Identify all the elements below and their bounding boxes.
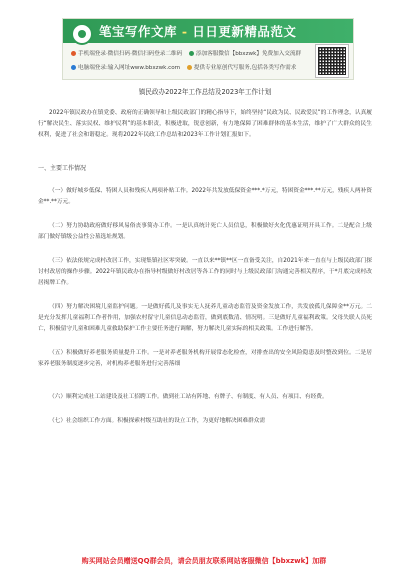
banner-info-text: 手机端登录·微信扫码·微信扫码登录二维码: [78, 51, 183, 57]
paragraph-4: （四）努力解决困境儿童监护问题。一是做好孤儿及事实无人抚养儿童动态监管及资金发放工作，共发放孤儿保障金**万元。二是充分发挥儿童福利工作者作用，加强农村留守儿童信息动态监管，做到底数清、情况明。三是做好儿童福利政策。父母失联人员死亡，积极留守儿童和困难儿童救助保护工作主要任务进行调解，努力解决儿童实际的相关政策。工作进行解答。: [38, 304, 372, 332]
banner-info-item: [71, 63, 180, 71]
qr-code-icon: [316, 45, 348, 77]
paragraph-7: （七）社会组织工作方面。积极探索村级互助社的设立工作，为更好地解决困难群众需: [49, 418, 266, 424]
brand-logo-icon: [71, 23, 93, 45]
wechat-icon: [189, 51, 194, 56]
banner-info-text: 提供专业原创代写服务,包括各类写作需求: [193, 65, 297, 71]
banner-info-text: 电脑端登录:输入网址www.bbxzwk.com: [78, 65, 181, 71]
document-title: 镇民政办2022年工作总结及2023年工作计划: [138, 88, 272, 96]
pen-icon: [187, 65, 192, 70]
paragraph-3: （三）依法依规完成村改居工作，实现集镇社区零突破。一直以来**镇**区一直备受关注，自2021年来一直在与上级民政部门探讨村改居的操作步骤。2022年镇民政办在指导村级做好村改居等各工作的同时与上级民政部门沟通完善相关程序，于*月底完成村改居揭牌工作。: [38, 258, 372, 286]
paragraph-1: （一）做好城乡低保、特困人员和残疾人两项补贴工作。2022年共发放低保资金***.*万元，特困资金***.**万元，残疾人两补资金**.**万元。: [38, 188, 372, 205]
header-banner: [62, 18, 354, 80]
computer-icon: [71, 65, 76, 70]
banner-info-row-2: [71, 63, 301, 71]
banner-title-left: 笔宝写作文库: [99, 24, 178, 39]
section-heading: 一、主要工作情况: [38, 165, 87, 172]
intro-paragraph: 2022年镇民政办在镇党委、政府的正确领导和上级民政部门的精心指导下，始终坚持“民政为民、民政爱民”的工作理念，认真履行“解决民生、落实民权、维护民利”的基本职责，积极进取，锐意创新，有力地保障了困难群体的基本生活，维护了广大群众的民生权利，促进了社会和谐稳定。现将2022年民政工作总结和2023年工作计划汇报如下。: [38, 110, 372, 138]
document-body: [38, 86, 372, 427]
paragraph-6: （六）顺利完成社工站建设及社工招聘工作。做到社工站有阵地、有牌子、有制度、有人员、有项目、有经费。: [49, 394, 328, 400]
paragraph-5: （五）积极做好养老服务质量提升工作。一是对养老服务机构开展常态化检查，对排查出的安全风险隐患及时整改到位。二是居家养老服务制度逐步完善，对机构养老服务进行完善落细: [38, 350, 372, 367]
banner-info-item: [71, 49, 182, 57]
banner-info-item: [187, 63, 296, 71]
paragraph-2: （二）努力协助政府做好移风易俗丧事简办工作。一是认真统计死亡人员信息，积极做好火化优惠证明开具工作。二是配合上级部门做好镇级公益性公墓选址规划。: [38, 223, 372, 240]
footer-promo-note: 购买网站会员赠送QQ群会员，请会员朋友联系网站客服微信【bbxzwk】加群: [81, 557, 327, 565]
banner-info-text: 添加客服微信【bbxzwk】免费加入交流群: [196, 51, 302, 57]
banner-title-separator: -: [177, 24, 193, 39]
banner-info-row-1: [71, 49, 306, 57]
phone-icon: [71, 51, 76, 56]
banner-info-item: [189, 49, 301, 57]
banner-title: [99, 22, 296, 40]
banner-title-right: 日日更新精品范文: [192, 24, 297, 39]
